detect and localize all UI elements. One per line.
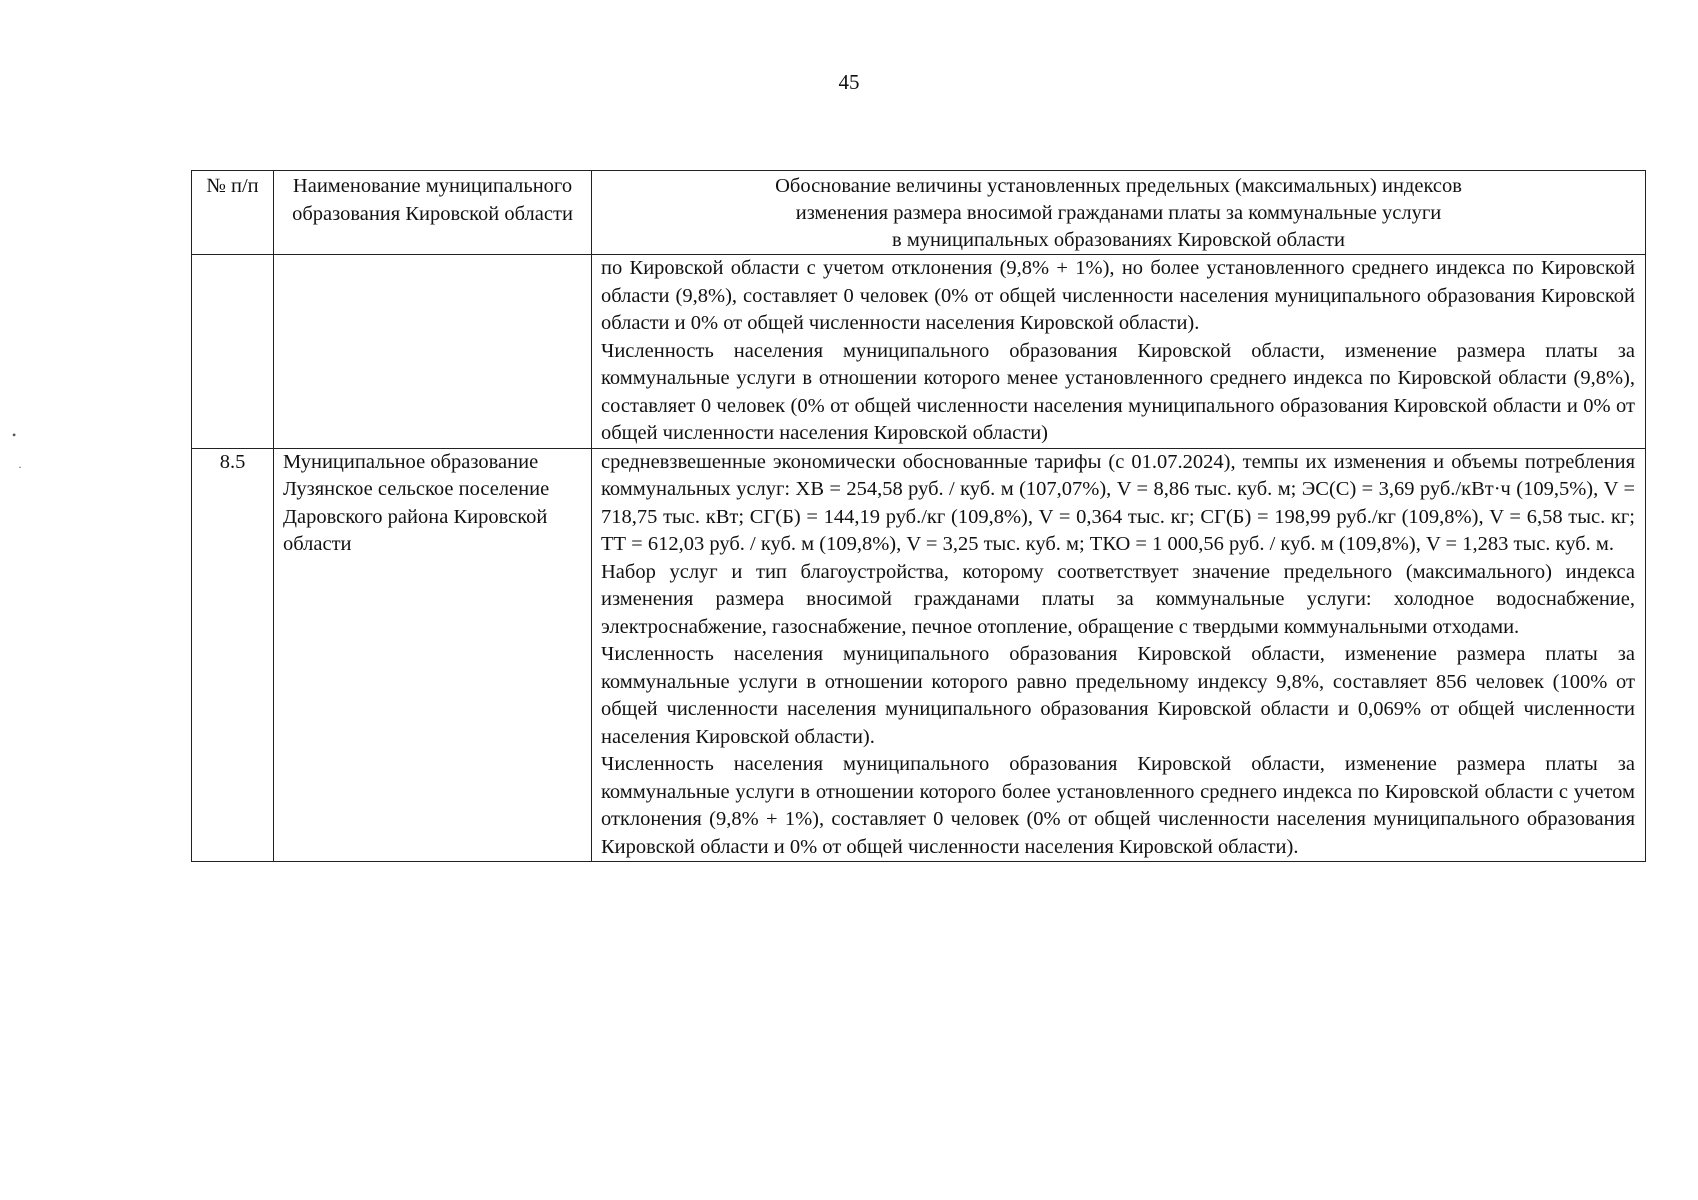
justification-paragraph: Численность населения муниципального образования Кировской области, изменение размера платы за коммунальные услуги в отношении которого равно предельному индексу 9,8%, составляет 856 человек (100% от общей численности населения муниципального образования Кировской области и 0,069% от общей численности населения Кировской области). <box>601 643 1635 748</box>
justification-table <box>191 170 1646 862</box>
justification-paragraph: по Кировской области с учетом отклонения (9,8% + 1%), но более установленного среднего индекса по Кировской области (9,8%), составляет 0 человек (0% от общей численности населения муниципального образования Кировской области и 0% от общей численности населения Кировской области). <box>601 257 1635 334</box>
municipality-name-cell <box>274 448 592 862</box>
justification-cell <box>592 255 1646 449</box>
municipality-name-cell <box>274 255 592 449</box>
header-justification-line: изменения размера вносимой гражданами платы за коммунальные услуги <box>795 202 1442 224</box>
table-header-row <box>192 171 1646 255</box>
table-row <box>192 448 1646 862</box>
header-municipality-label: Наименование муниципального образования Кировской области <box>292 175 573 225</box>
row-number: 8.5 <box>219 450 246 473</box>
justification-paragraph: Численность населения муниципального образования Кировской области, изменение размера платы за коммунальные услуги в отношении которого менее установленного среднего индекса по Кировской области (9,8%), составляет 0 человек (0% от общей численности населения муниципального образования Кировской области и 0% от общей численности населения Кировской области) <box>601 339 1635 444</box>
justification-paragraph: средневзвешенные экономически обоснованные тарифы (с 01.07.2024), темпы их изменения и объемы потребления коммунальных услуг: ХВ = 254,58 руб. / куб. м (107,07%), V = 8,86 тыс. куб. м; ЭС(С) = 3,69 руб./кВт·ч (109,5%), V = 718,75 тыс. кВт; СГ(Б) = 144,19 руб./кг (109,8%), V = 0,364 тыс. кг; СГ(Б) = 198,99 руб./кг (109,8%), V = 6,58 тыс. кг; ТТ = 612,03 руб. / куб. м (109,8%), V = 3,25 тыс. куб. м; ТКО = 1 000,56 руб. / куб. м (109,8%), V = 1,283 тыс. куб. м. <box>601 450 1635 555</box>
table-row <box>192 255 1646 449</box>
municipality-name: Муниципальное образование Лузянское сельское поселение Даровского района Кировской области <box>283 450 550 555</box>
header-number-label: № п/п <box>206 175 259 197</box>
header-justification-line: в муниципальных образованиях Кировской области <box>892 229 1345 251</box>
page-number: 45 <box>838 70 860 94</box>
row-number-cell <box>192 255 274 449</box>
header-justification <box>592 171 1646 255</box>
justification-cell <box>592 448 1646 862</box>
header-number <box>192 171 274 255</box>
row-number-cell <box>192 448 274 862</box>
header-justification-line: Обоснование величины установленных предельных (максимальных) индексов <box>775 175 1462 197</box>
header-municipality <box>274 171 592 255</box>
justification-paragraph: Численность населения муниципального образования Кировской области, изменение размера платы за коммунальные услуги в отношении которого более установленного среднего индекса по Кировской области с учетом отклонения (9,8% + 1%), составляет 0 человек (0% от общей численности населения муниципального образования Кировской области и 0% от общей численности населения Кировской области). <box>601 753 1635 858</box>
justification-paragraph: Набор услуг и тип благоустройства, которому соответствует значение предельного (максимального) индекса изменения размера вносимой гражданами платы за коммунальные услуги: холодное водоснабжение, электроснабжение, газоснабжение, печное отопление, обращение с твердыми коммунальными отходами. <box>601 560 1635 638</box>
scan-speck: • <box>12 428 17 442</box>
scan-speck: · <box>18 460 22 474</box>
